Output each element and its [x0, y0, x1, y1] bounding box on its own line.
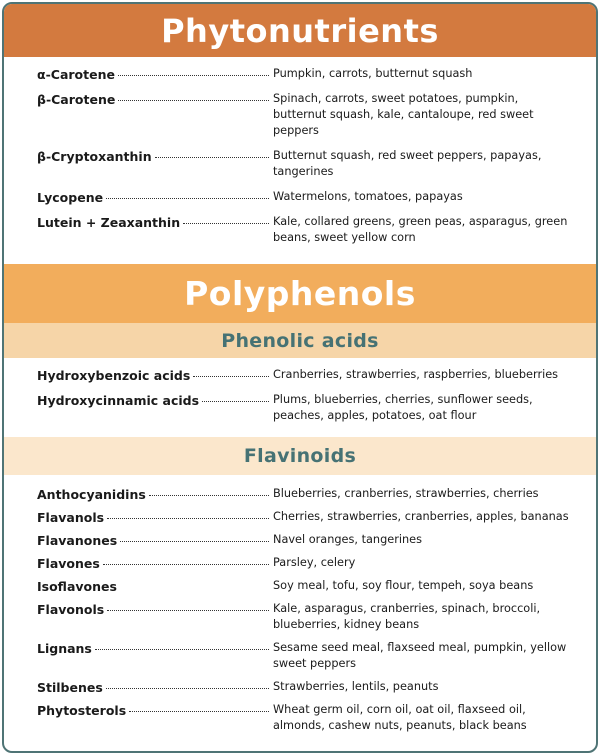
food-sources: Pumpkin, carrots, butternut squash: [273, 67, 473, 80]
list-item: [4, 368, 596, 383]
food-sources: Spinach, carrots, sweet potatoes, pumpkin, butternut squash, kale, cantaloupe, red sweet peppers: [273, 92, 534, 137]
list-item: [4, 703, 596, 734]
nutrient-name: Flavonols: [37, 602, 105, 617]
food-sources: Kale, asparagus, cranberries, spinach, broccoli, blueberries, kidney beans: [273, 602, 541, 631]
nutrient-name: Flavanones: [37, 533, 118, 548]
nutrient-name: Lignans: [37, 641, 92, 656]
list-item: [4, 149, 596, 180]
dot-leader: [118, 99, 269, 101]
nutrient-name: Flavones: [37, 556, 100, 571]
dot-leader: [129, 710, 269, 712]
dot-leader: [120, 587, 269, 588]
nutrient-name: Flavanols: [37, 510, 105, 525]
food-sources: Butternut squash, red sweet peppers, papayas, tangerines: [273, 149, 542, 178]
flavinoids-list: [4, 475, 596, 734]
food-sources: Blueberries, cranberries, strawberries, cherries: [273, 487, 539, 500]
list-item: [4, 92, 596, 139]
nutrient-name: Stilbenes: [37, 680, 103, 695]
phenolic-acids-subtitle: Phenolic acids: [4, 323, 596, 358]
food-sources: Sesame seed meal, flaxseed meal, pumpkin, yellow sweet peppers: [273, 641, 567, 670]
list-item: [4, 533, 596, 548]
nutrient-name: Hydroxybenzoic acids: [37, 368, 191, 383]
list-item: [4, 510, 596, 525]
list-item: [4, 487, 596, 502]
dot-leader: [120, 540, 269, 542]
food-sources: Cranberries, strawberries, raspberries, blueberries: [273, 368, 559, 381]
nutrient-name: Lycopene: [37, 190, 104, 205]
nutrient-name: β-Cryptoxanthin: [37, 149, 152, 164]
food-sources: Plums, blueberries, cherries, sunflower seeds, peaches, apples, potatoes, oat flour: [273, 393, 533, 422]
dot-leader: [107, 609, 269, 611]
dot-leader: [107, 517, 269, 519]
nutrient-name: α-Carotene: [37, 67, 115, 82]
dot-leader: [149, 494, 269, 496]
nutrient-name: Phytosterols: [37, 703, 127, 718]
food-sources: Watermelons, tomatoes, papayas: [273, 190, 463, 203]
flavinoids-subtitle: Flavinoids: [4, 437, 596, 475]
food-sources: Cherries, strawberries, cranberries, apples, bananas: [273, 510, 569, 523]
dot-leader: [106, 687, 269, 689]
food-sources: Kale, collared greens, green peas, asparagus, green beans, sweet yellow corn: [273, 215, 568, 244]
food-sources: Parsley, celery: [273, 556, 356, 569]
nutrient-name: β-Carotene: [37, 92, 116, 107]
food-sources: Wheat germ oil, corn oil, oat oil, flaxseed oil, almonds, cashew nuts, peanuts, black beans: [273, 703, 527, 732]
list-item: [4, 602, 596, 633]
polyphenols-title: Polyphenols: [4, 264, 596, 323]
nutrient-name: Lutein + Zeaxanthin: [37, 215, 181, 230]
dot-leader: [106, 197, 269, 199]
dot-leader: [155, 156, 269, 158]
list-item: [4, 641, 596, 672]
nutrient-name: Isoflavones: [37, 579, 117, 594]
list-item: [4, 190, 596, 205]
dot-leader: [103, 563, 269, 565]
list-item: [4, 556, 596, 571]
list-item: [4, 215, 596, 246]
dot-leader: [118, 74, 269, 76]
food-sources: Soy meal, tofu, soy flour, tempeh, soya beans: [273, 579, 534, 592]
phytonutrients-list: [4, 57, 596, 264]
list-item: [4, 67, 596, 82]
food-sources: Strawberries, lentils, peanuts: [273, 680, 439, 693]
nutrient-name: Hydroxycinnamic acids: [37, 393, 200, 408]
phytonutrients-title: Phytonutrients: [4, 4, 596, 57]
dot-leader: [183, 222, 269, 224]
food-sources: Navel oranges, tangerines: [273, 533, 422, 546]
list-item: [4, 680, 596, 695]
nutrient-card: [2, 2, 598, 753]
list-item: [4, 393, 596, 424]
dot-leader: [202, 400, 269, 402]
phenolic-acids-list: [4, 358, 596, 437]
list-item: [4, 579, 596, 594]
dot-leader: [193, 375, 269, 377]
nutrient-name: Anthocyanidins: [37, 487, 146, 502]
dot-leader: [95, 648, 269, 650]
